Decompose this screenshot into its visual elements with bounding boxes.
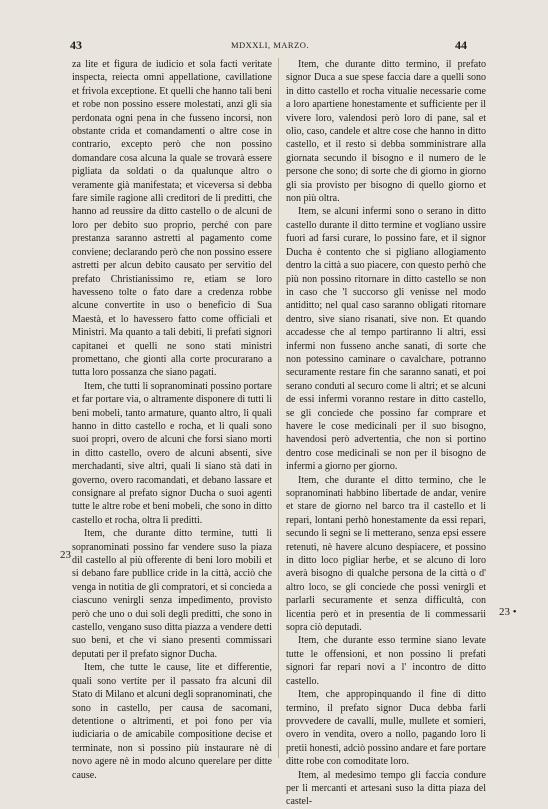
right-column bbox=[286, 58, 486, 808]
right-paragraph-4: Item, che durante esso termine siano levate tutte le offensioni, et non possino li prefati signori far repari novi a l' incontro de ditto castello. bbox=[286, 635, 486, 687]
left-paragraph-2: Item, che tutti li sopranominati possino portare et far portare via, o altramente disponere di tutti li beni mobeli, tanto armature, quanto altro, li quali hanno in ditto castello e rocha, et li quali sono suoi propri, overo de alcuni che forsi siano morti in ditto castello, overo de alcuni absenti, sive merchadanti, sive altri, quali li siano stà dati in governo, overo racomandati, et debano lassare et consignare al prefato signor Ducha o suoi agenti tutte le altre robe et beni mobeli, che sono in ditto castello et rocha, oltra li preditti. bbox=[72, 380, 272, 526]
right-paragraph-2: Item, se alcuni infermi sono o serano in ditto castello durante il ditto termine et vogliano ussire fuori ad farsi curare, lo possino fare, et il signor Ducha è contento che si pigliano allogiamento dentro la città a suo piacere, con questo perhò che più non possino ritornare in ditto castello se non in caso che 'l succorso gli venisse nel modo antiditto; nel qual caso saranno obligati ritornare dentro, sive siano risanati, sive non. Et quando accadesse che al tempo partiranno li altri, essi infermi non fusseno anche sanati, di sorte che non potessino caminare o cavalchare, potranno securamente restare fin che saranno sanati, et poi serano conduti al securo come li altri; et se alcuni de essi infermi voranno restare in ditto castello, se gli conciede che possino far comprare et havere le cose medicinali per il suo bisogno, havendosi però advertentia, che non si portino dentro cose medicinali se non per il bisogno de infermi a giorno per giorno. bbox=[286, 206, 486, 473]
right-margin-number: 23 • bbox=[499, 606, 517, 618]
left-paragraph-1: za lite et figura de iudicio et sola facti veritate inspecta, reiecta omni appellatione, cavillatione et frivola exceptione. Et quelli che hanno tali beni et robe non possino essere molestati, anzi gli sia perdonata ogni pena in che fusseno incorsi, non obstante crida et comandamenti o altre cose in contrario, excepto però che non possino domandare cosa alcuna la quale se trovarà essere pigliata da soldati o da qualunque altro o veramente già manifestata; et viceversa si debba fare simile ragione alli creditori de li preditti, che hanno ad reussire da ditto castello o de alcuni de loro per debito suo proprio, perché con pare prestanza saranno astretti al pagamento come conviene; declarando però che non possino essere astretti per alcun debito causato per servitio del prefato Christianissimo re, etiam se loro havesseno tolte o fato dare a credenza robbe alcune convertite in uso o beneficio di Sua Maestà, et lo havessero fatto come officiali et Ministri. Ma quanto a tali debiti, li prefati signori capitanei et quelli ne sono stati ministri promettano, che gionti alla corte procurarano a tutta loro possanza che siano pagati. bbox=[72, 59, 272, 379]
right-paragraph-1: Item, che durante ditto termino, il prefato signor Duca a sue spese faccia dare a quelli sono in ditto castello et rocha vitualie necessarie come a loro apartiene honestamente et sufficiente per il vivere loro, valendosi però loro di pane, sal et olio, caso, candele et altre cose che hanno in ditto castello, et il resto si debba somministrare alla giornata secundo il bisogno e il numero de le persone che sono; di sorte che di giorno in giorno gli sia provisto per bisogno di quello giorno et non più oltra. bbox=[286, 59, 486, 205]
column-divider bbox=[278, 58, 279, 758]
right-paragraph-3: Item, che durante el ditto termino, che le sopranominati habbino libertade de andar, venire et stare de giorno nel barco tra il castello et li repari, lontani perhò honestamente da essi repari, secundo li segni se li metterano, senza epsi essere retenuti, nè havere alcuno despiacere, et possino in ditto loco pigliar herbe, et se alcuno di loro averà bisogno di qualche persona de la città o d' altro loco, se gli conciede che possi venirgli et parlarli securamente et senza difficultà, con licentia però et in presentia de li commessarii sopra ciò deputadi. bbox=[286, 474, 486, 634]
left-paragraph-4: Item, che tutte le cause, lite et differentie, quali sono vertite per il passato fra alcuni dil Stato di Milano et alcuni degli sopranominati, che sono in castello, per causa de sacomani, detentione o altrimenti, et poi fono per via iudiciaria o de amicabile compositione decise et terminate, non si possino più instaurare nè di novo agere nè in modo alcuno querelare per ditte cause. bbox=[72, 662, 272, 781]
right-page-number: 44 bbox=[455, 38, 467, 52]
left-column bbox=[72, 58, 272, 781]
right-paragraph-6: Item, al medesimo tempo gli faccia condure per li mercanti et artesani suso la ditta piaza del castel- bbox=[286, 769, 486, 808]
right-paragraph-5: Item, che appropinquando il fine di ditto termino, il prefato signor Duca debba farli provvedere de cavalli, mulle, mullete et somieri, overo in vendita, overo a nollo, pagando loro li pretii honesti, adciò possino andare et fare portare ditte robe con comoditate loro. bbox=[286, 689, 486, 768]
left-margin-number: 23 bbox=[60, 549, 71, 561]
left-paragraph-3: Item, che durante ditto termine, tutti li sopranominati possino far vendere suso la piaza dil castello al più offerente di beni loro mobili et si debano fare publlice cride in la città, acciò che venga in notitia de gli compratori, et si concieda a ciascuno venirgli senza impedimento, provisto però che uno o dui soli degli preditti, che sono in castello, vengano suso ditta piazza a vendere detti suo beni, et che vi siano presenti commissari deputati per il prefato signor Ducha. bbox=[72, 528, 272, 660]
running-header bbox=[0, 38, 548, 54]
running-head: MDXXLI, MARZO. bbox=[230, 40, 310, 50]
left-page-number: 43 bbox=[70, 38, 82, 52]
